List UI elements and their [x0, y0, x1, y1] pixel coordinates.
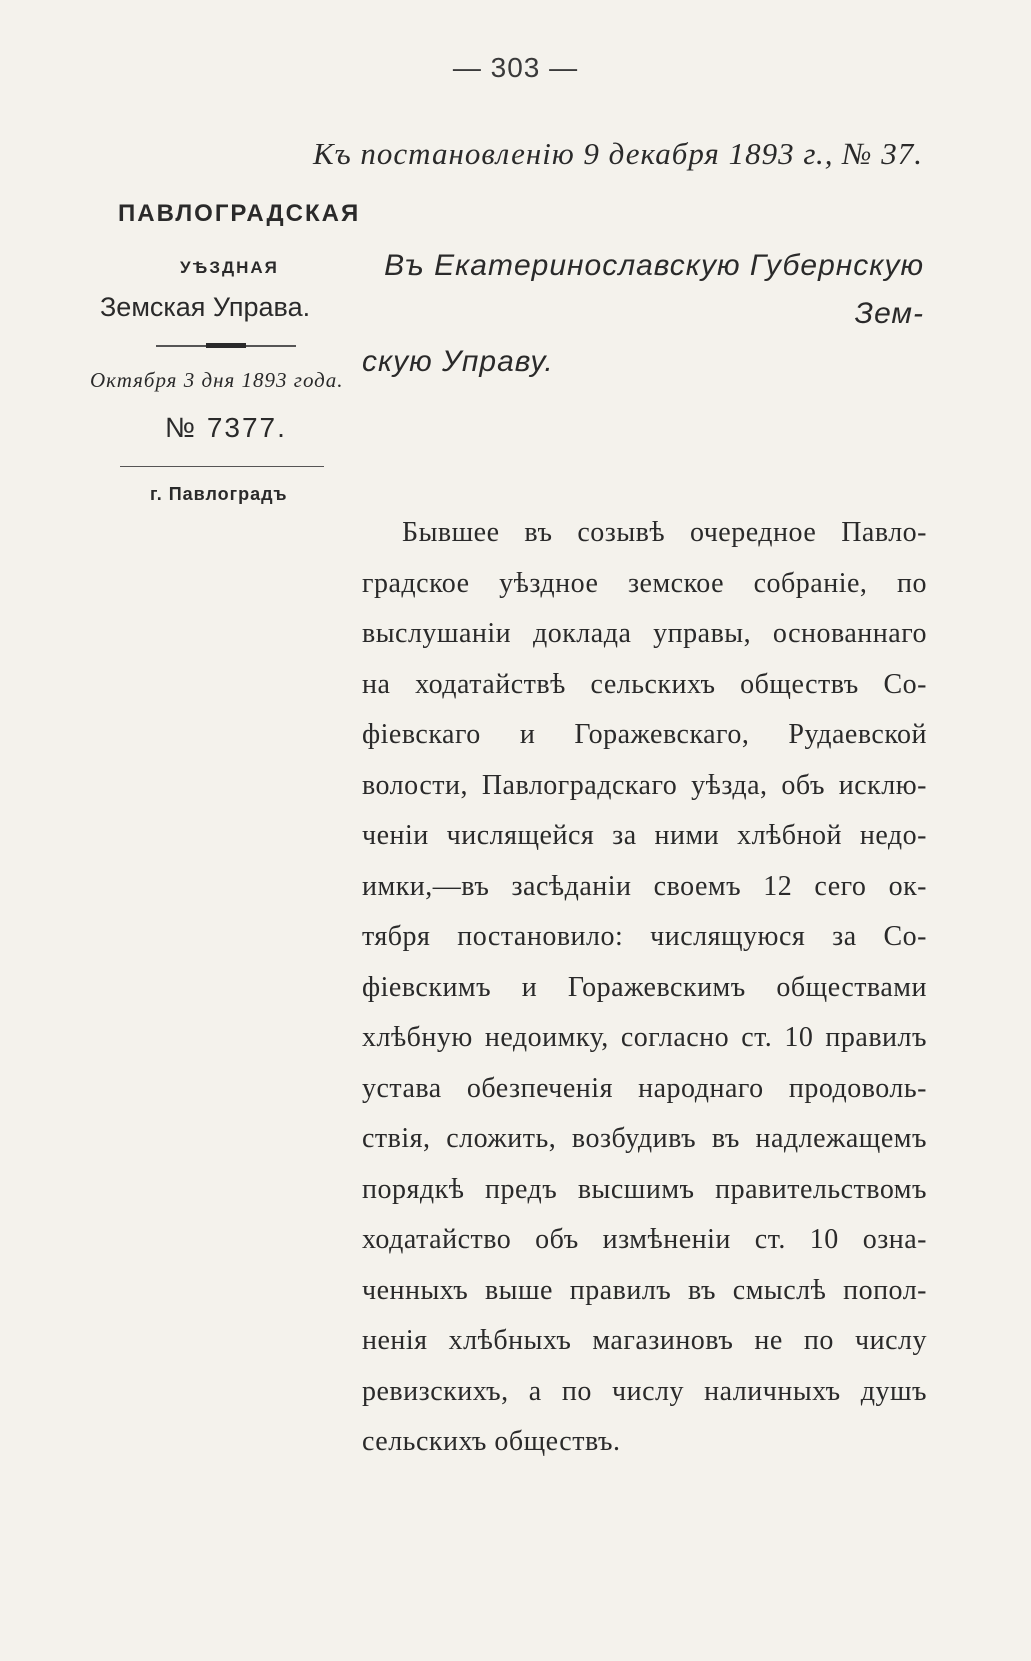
body-line: волости, Павлоградскаго уѣзда, объ исклю- [362, 769, 927, 801]
body-line: ненія хлѣбныхъ магазиновъ не по числу [362, 1325, 927, 1356]
body-line: хлѣбную недоимку, согласно ст. 10 правилъ [362, 1022, 927, 1053]
page-number: — 303 — [452, 52, 579, 83]
body-line: тября постановило: числящуюся за Со- [362, 921, 927, 952]
ornament-divider-center [206, 343, 246, 348]
body-line: ходатайство объ измѣненіи ст. 10 озна- [362, 1224, 927, 1255]
body-line: фіевскимъ и Горажевскимъ обществами [362, 971, 927, 1003]
rule-divider [120, 466, 324, 467]
body-line: имки,—въ засѣданіи своемъ 12 сего ок- [362, 870, 927, 902]
sender-org-name: ПАВЛОГРАДСКАЯ [118, 200, 361, 227]
sender-city: г. Павлоградъ [150, 484, 288, 504]
body-line: ченныхъ выше правилъ въ смыслѣ попол- [362, 1274, 927, 1306]
addressee-line-1: Въ Екатеринославскую Губернскую Зем- [384, 249, 924, 330]
reference-line: Къ постановленію 9 декабря 1893 г., № 37. [313, 136, 923, 171]
body-line: сельскихъ обществъ. [362, 1426, 621, 1457]
body-paragraph [362, 508, 927, 1468]
body-line: Бывшее въ созывѣ очередное Павло- [402, 517, 927, 548]
addressee-line-2: скую Управу. [362, 345, 554, 378]
body-line: градское уѣздное земское собраніе, по [362, 567, 927, 599]
body-line: на ходатайствѣ сельскихъ обществъ Со- [362, 668, 927, 700]
body-line: фіевскаго и Горажевскаго, Рудаевской [362, 719, 927, 750]
body-line: устава обезпеченія народнаго продоволь- [362, 1072, 927, 1104]
body-line: порядкѣ предъ высшимъ правительствомъ [362, 1173, 927, 1205]
sender-org-type: УѢЗДНАЯ [180, 258, 279, 277]
addressee-block [362, 242, 932, 386]
body-line: ченіи числящейся за ними хлѣбной недо- [362, 820, 927, 851]
body-line: ствія, сложить, возбудивъ въ надлежащемъ [362, 1123, 927, 1154]
ornament-divider [156, 345, 296, 347]
body-line: ревизскихъ, а по числу наличныхъ душъ [362, 1375, 927, 1407]
sender-org-office: Земская Управа. [100, 292, 311, 322]
sender-date: Октября 3 дня 1893 года. [90, 368, 344, 392]
body-line: выслушаніи доклада управы, основаннаго [362, 618, 927, 649]
sender-number: № 7377. [165, 412, 287, 443]
